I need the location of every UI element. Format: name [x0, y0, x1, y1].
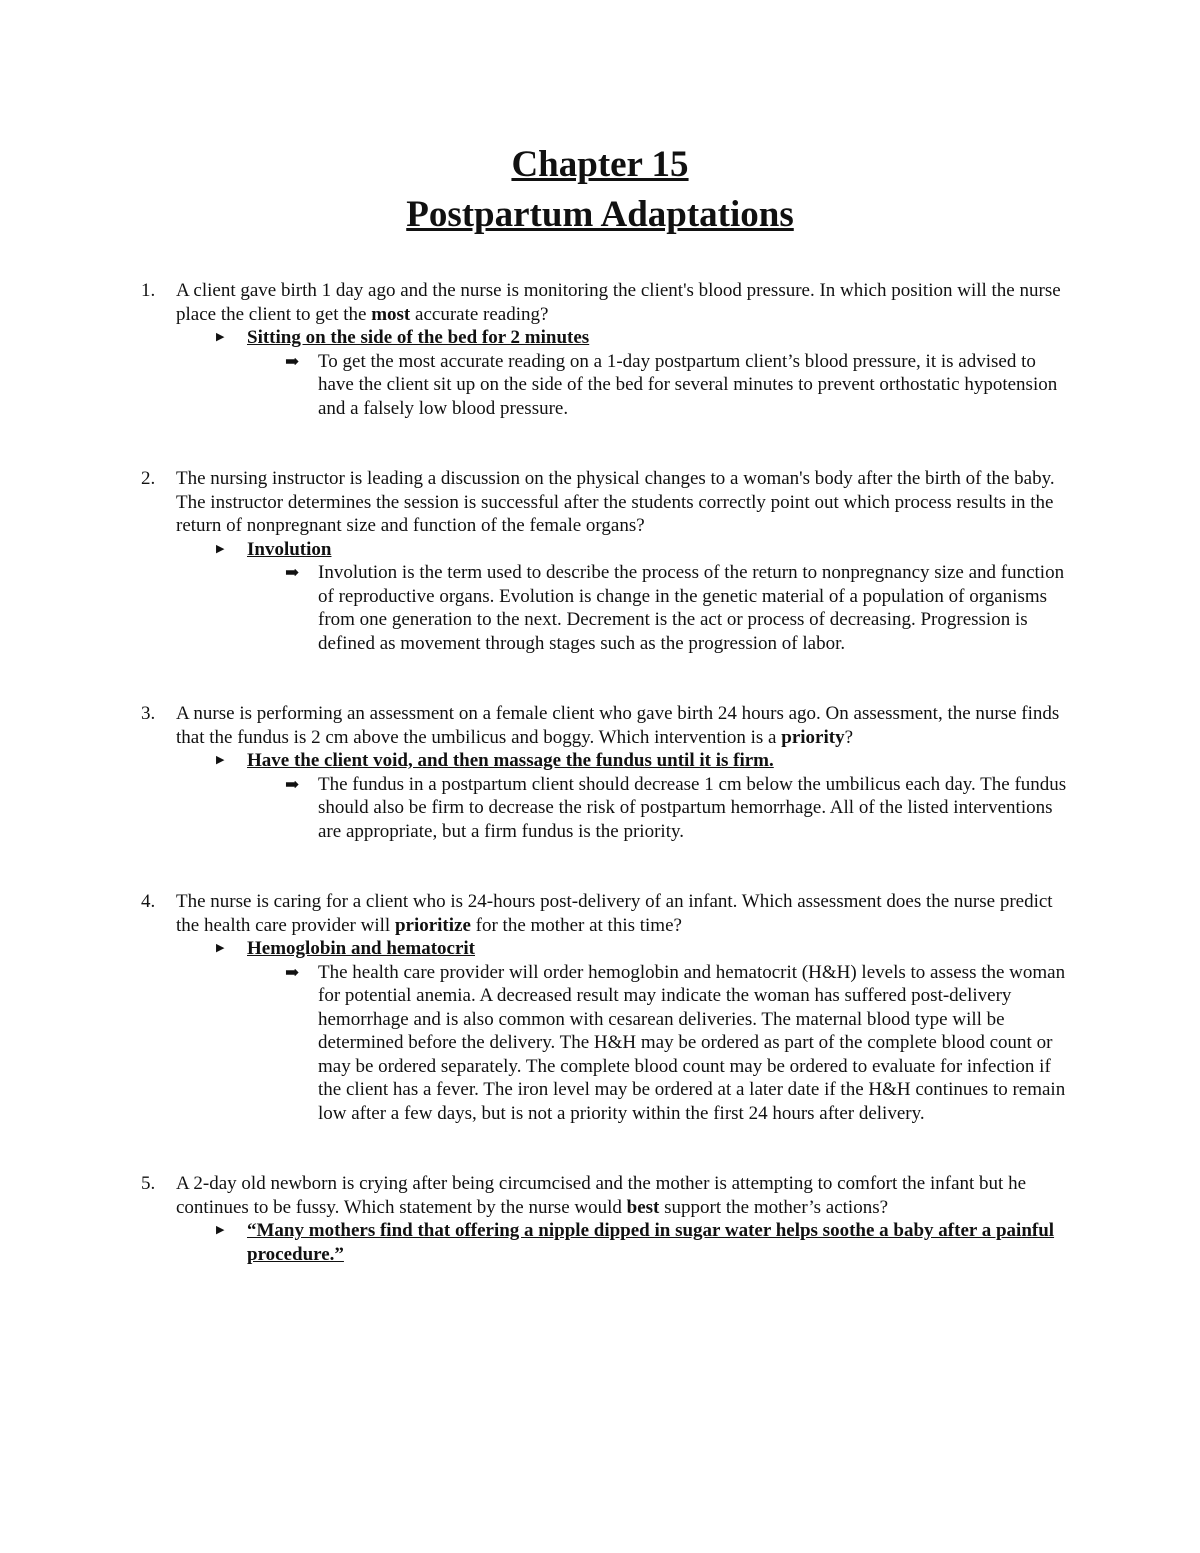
explanation-text: To get the most accurate reading on a 1-day postpartum client’s blood pressure, it is advised to have the client sit up on the side of the bed for several minutes to prevent orthostatic hypotension and a falsely low blood pressure.: [318, 350, 1058, 419]
question-item: [141, 279, 1071, 420]
question-number: 1.: [141, 280, 156, 301]
question-item: [141, 890, 1071, 1125]
explanation: [285, 561, 1071, 655]
chapter-title: Chapter 15: [511, 144, 689, 185]
answer-text: Involution: [247, 538, 332, 560]
question-number: 5.: [141, 1173, 156, 1194]
answer-text: “Many mothers find that offering a nipple dipped in sugar water helps soothe a baby after a painful procedure.”: [247, 1220, 1055, 1265]
triangle-bullet-icon: ▶: [216, 1224, 225, 1236]
answer: [216, 937, 1071, 961]
answer: [216, 326, 1071, 350]
question-stem: A 2-day old newborn is crying after being circumcised and the mother is attempting to comfort the infant but he continues to be fussy. Which statement by the nurse would best support the mother’s actions?: [176, 1173, 1027, 1218]
explanation: [285, 961, 1071, 1126]
document-title: [0, 140, 1200, 240]
question-item: [141, 702, 1071, 843]
question-stem: The nursing instructor is leading a discussion on the physical changes to a woman's body after the birth of the baby. The instructor determines the session is successful after the students correctly point out which process results in the return of nonpregnant size and function of the female organs?: [176, 468, 1055, 536]
question-stem: A nurse is performing an assessment on a female client who gave birth 24 hours ago. On assessment, the nurse finds that the fundus is 2 cm above the umbilicus and boggy. Which intervention is a priority?: [176, 703, 1060, 748]
triangle-bullet-icon: ▶: [216, 754, 225, 766]
answer-text: Hemoglobin and hematocrit: [247, 938, 475, 959]
arrow-bullet-icon: ➡: [285, 351, 300, 371]
emphasis: prioritize: [394, 914, 471, 936]
answer-text: Sitting on the side of the bed for 2 minutes: [247, 327, 590, 348]
question-number: 4.: [141, 891, 156, 912]
question-number: 2.: [141, 468, 156, 489]
triangle-bullet-icon: ▶: [216, 942, 225, 954]
question-stem: A client gave birth 1 day ago and the nurse is monitoring the client's blood pressure. In which position will the nurse place the client to get the most accurate reading?: [176, 280, 1061, 325]
triangle-bullet-icon: ▶: [216, 542, 225, 555]
question-item: [141, 467, 1071, 655]
question-stem: The nurse is caring for a client who is 24-hours post-delivery of an infant. Which assessment does the nurse predict the health care provider will prioritize for the mother at this time?: [176, 891, 1053, 936]
answer-text: Have the client void, and then massage the fundus until it is firm.: [247, 750, 774, 771]
arrow-bullet-icon: ➡: [285, 774, 300, 794]
chapter-subtitle: Postpartum Adaptations: [406, 194, 794, 235]
arrow-bullet-icon: ➡: [285, 962, 300, 982]
answer: [216, 538, 1071, 562]
explanation-text: Involution is the term used to describe the process of the return to nonpregnancy size and function of reproductive organs. Evolution is change in the genetic material of a population of organisms from one generation to the next. Decrement is the act or process of decreasing. Progression is defined as movement through stages such as the progression of labor.: [318, 562, 1065, 654]
explanation-text: The fundus in a postpartum client should decrease 1 cm below the umbilicus each day. The fundus should also be firm to decrease the risk of postpartum hemorrhage. All of the listed interventions are appropriate, but a firm fundus is the priority.: [318, 773, 1067, 842]
explanation-text: The health care provider will order hemoglobin and hematocrit (H&H) levels to assess the woman for potential anemia. A decreased result may indicate the woman has suffered post-delivery hemorrhage and is also common with cesarean deliveries. The maternal blood type will be determined before the delivery. The H&H may be ordered as part of the complete blood count or may be ordered separately. The complete blood count may be ordered to evaluate for infection if the client has a fever. The iron level may be ordered at a later date if the H&H continues to remain low after a few days, but is not a priority within the first 24 hours after delivery.: [318, 961, 1066, 1124]
question-list: [141, 279, 1071, 1313]
answer: [216, 749, 1071, 773]
emphasis: best: [626, 1196, 660, 1218]
arrow-bullet-icon: ➡: [285, 563, 300, 582]
question-item: [141, 1172, 1071, 1266]
explanation: [285, 350, 1071, 421]
question-number: 3.: [141, 703, 156, 724]
emphasis: priority: [781, 726, 845, 748]
answer: [216, 1219, 1071, 1266]
emphasis: most: [371, 303, 411, 325]
triangle-bullet-icon: ▶: [216, 331, 225, 343]
explanation: [285, 773, 1071, 844]
